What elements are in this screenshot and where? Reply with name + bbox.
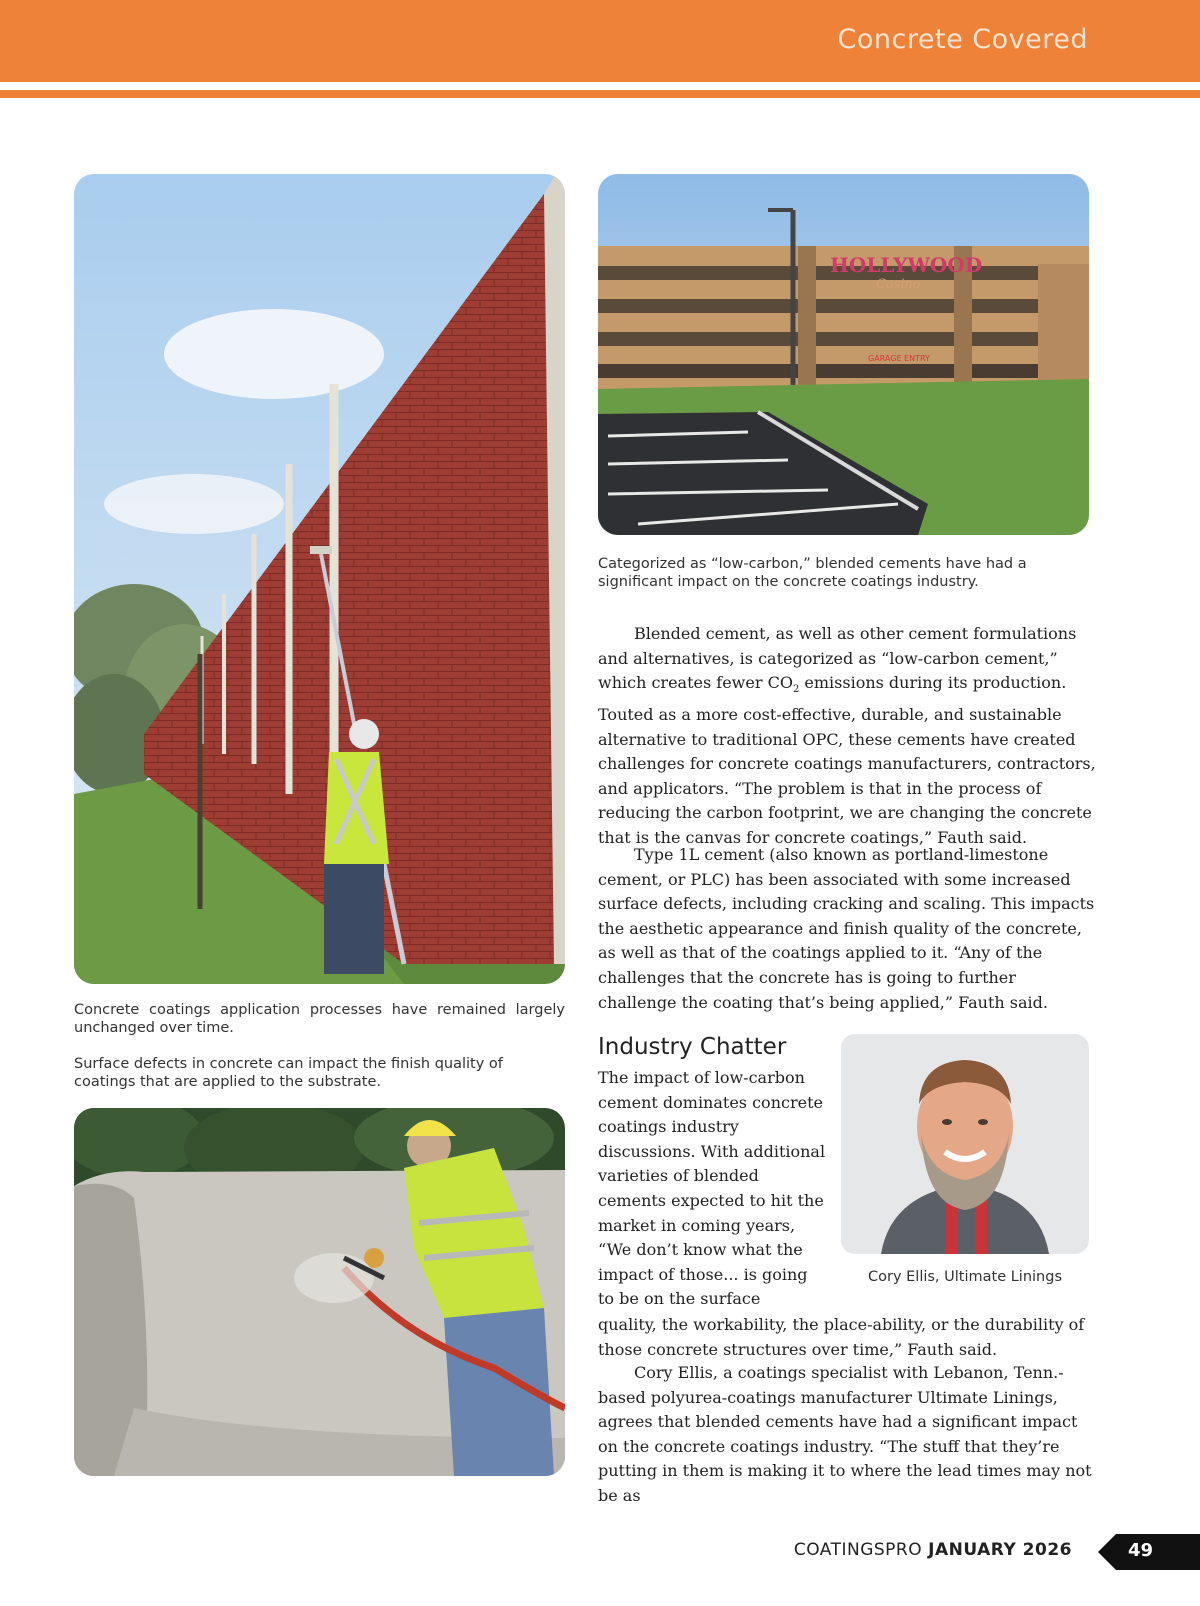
magazine-name: COATINGSPRO [793, 1540, 923, 1560]
para1-text-start: Blended cement, as well as other cement formulations and alternatives, is categorized as “low-carbon cement,” which creates fewer CO [598, 624, 1077, 693]
garage-entry-sign: GARAGE ENTRY [868, 354, 930, 363]
issue-date: JANUARY 2026 [928, 1540, 1072, 1560]
portrait-photo [841, 1034, 1089, 1254]
footer-masthead [794, 1540, 1072, 1560]
article-paragraph-3-continued: quality, the workability, the place-ability, or the durability of those concrete structures over time,” Fauth said. [598, 1315, 1085, 1359]
article-paragraph-2: Type 1L cement (also known as portland-limestone cement, or PLC) has been associated with some increased surface defects, including cracking and scaling. This impacts the aesthetic appearance and finish quality of the concrete, as well as that of the coatings applied to it. “Any of the challenges that the concrete has is going to further challenge the coating that’s being applied,” Fauth said. [598, 845, 1095, 1012]
page-number: 49 [1128, 1540, 1154, 1561]
co2-subscript: 2 [792, 684, 800, 696]
sound-wall-worker-photo [74, 174, 565, 984]
spray-worker-photo [74, 1108, 565, 1476]
parking-garage-photo [598, 174, 1089, 535]
section-title: Concrete Covered [837, 24, 1088, 55]
wall-photo-caption: Concrete coatings application processes have remained largely unchanged over time. [74, 1002, 565, 1036]
article-paragraph-1 [598, 622, 1096, 851]
portrait-caption: Cory Ellis, Ultimate Linings [867, 1269, 1063, 1285]
para1-text-end: emissions during its production. Touted as a more cost-effective, durable, and sustainable alternative to traditional OPC, these cements have created challenges for concrete coatings manufacturers, contractors, and applicators. “The problem is that in the process of reducing the carbon footprint, we are changing the concrete that is the canvas for concrete coatings,” Fauth said. [598, 673, 1096, 847]
garage-sign-script: Casino [876, 277, 921, 292]
defects-photo-caption: Surface defects in concrete can impact the finish quality of coatings that are applied to the substrate. [74, 1056, 503, 1090]
garage-sign-title: HOLLYWOOD [830, 253, 983, 277]
header-rule [0, 90, 1200, 98]
article-paragraph-4: Cory Ellis, a coatings specialist with Lebanon, Tenn.-based polyurea-coatings manufacturer Ultimate Linings, agrees that blended cements have had a significant impact on the concrete coatings industry. “The stuff that they’re putting in them is making it to where the lead times may not be as [598, 1363, 1092, 1505]
casino-photo-caption: Categorized as “low-carbon,” blended cements have had a significant impact on the concrete coatings industry. [598, 556, 1027, 590]
article-paragraph-3-wrapped: The impact of low-carbon cement dominates concrete coatings industry discussions. With additional varieties of blended cements expected to hit the market in coming years, “We don’t know what the impact of those... is going to be on the surface [598, 1068, 826, 1309]
section-heading: Industry Chatter [598, 1034, 787, 1060]
